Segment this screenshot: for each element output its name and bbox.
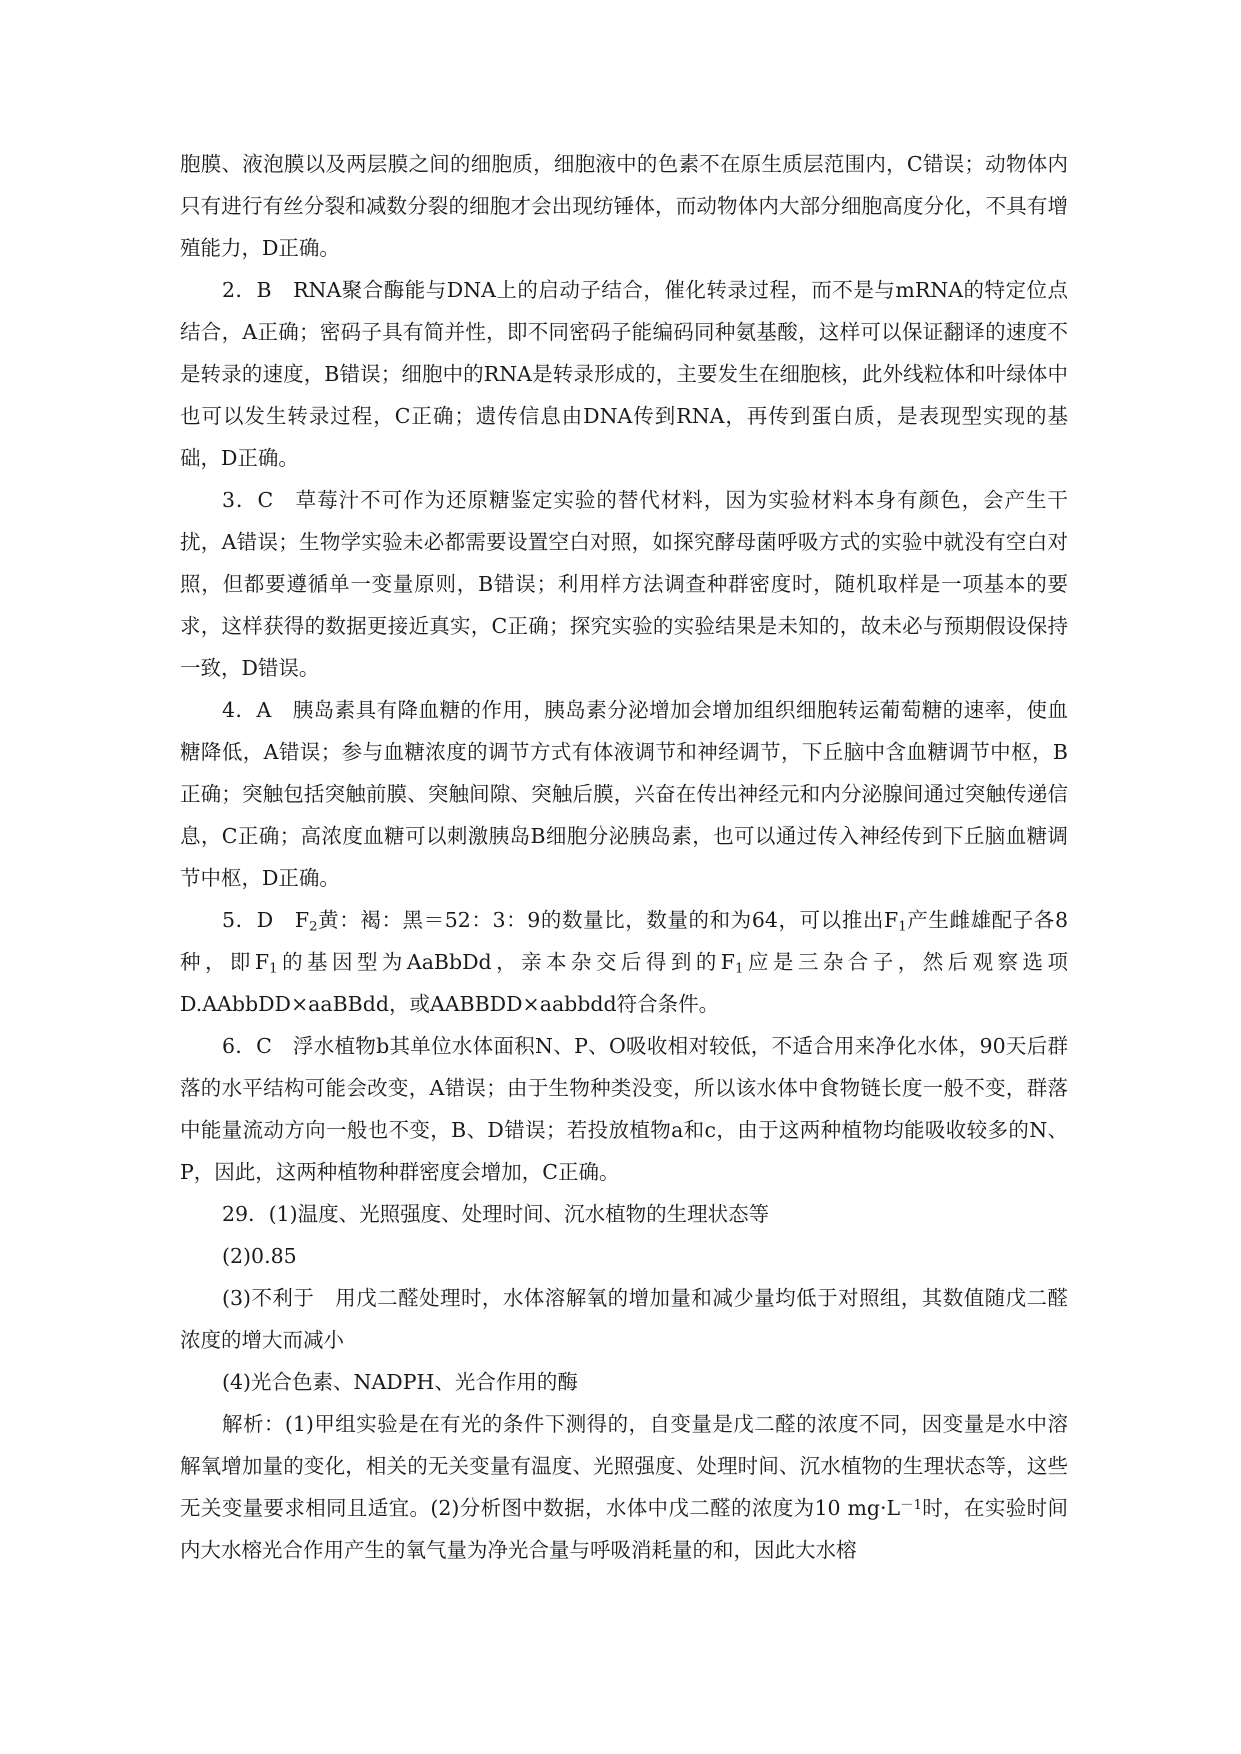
answer-5-text-b: 黄：褐：黑＝52：3：9的数量比，数量的和为64，可以推出F	[317, 908, 899, 932]
answer-2: 2．B RNA聚合酶能与DNA上的启动子结合，催化转录过程，而不是与mRNA的特定位点结合，A正确；密码子具有简并性，即不同密码子能编码同种氨基酸，这样可以保证翻译的速度不是转录的速度，B错误；细胞中的RNA是转录形成的，主要发生在细胞核，此外线粒体和叶绿体中也可以发生转录过程，C正确；遗传信息由DNA传到RNA，再传到蛋白质，是表现型实现的基础，D正确。	[180, 278, 1068, 470]
analysis-text-a: 解析：(1)甲组实验是在有光的条件下测得的，自变量是戊二醛的浓度不同，因变量是水中溶解氧增加量的变化，相关的无关变量有温度、光照强度、处理时间、沉水植物的生理状态等，这些无关变量要求相同且适宜。(2)分析图中数据，水体中戊二醛的浓度为10 mg·L	[180, 1412, 1068, 1520]
answer-5	[180, 899, 1068, 1025]
answer-5-subscript-4: 1	[735, 961, 744, 977]
analysis-paragraph	[180, 1403, 1068, 1571]
document-page	[180, 143, 1068, 1571]
answer-5-subscript-3: 1	[269, 961, 278, 977]
answer-6: 6．C 浮水植物b其单位水体面积N、P、O吸收相对较低，不适合用来净化水体，90天后群落的水平结构可能会改变，A错误；由于生物种类没变，所以该水体中食物链长度一般不变，群落中能量流动方向一般也不变，B、D错误；若投放植物a和c，由于这两种植物均能吸收较多的N、P，因此，这两种植物种群密度会增加，C正确。	[180, 1034, 1068, 1184]
answer-5-text-e: 应是三杂合子，然后观察选项D.AAbbDD×aaBBdd，或AABBDD×aabbdd符合条件。	[180, 950, 1069, 1016]
answer-29-part-1: 29．(1)温度、光照强度、处理时间、沉水植物的生理状态等	[222, 1202, 770, 1226]
answer-5-subscript-1: 2	[309, 919, 318, 935]
analysis-superscript: －1	[900, 1498, 922, 1514]
answer-4: 4．A 胰岛素具有降血糖的作用，胰岛素分泌增加会增加组织细胞转运葡萄糖的速率，使血糖降低，A错误；参与血糖浓度的调节方式有体液调节和神经调节，下丘脑中含血糖调节中枢，B正确；突触包括突触前膜、突触间隙、突触后膜，兴奋在传出神经元和内分泌腺间通过突触传递信息，C正确；高浓度血糖可以刺激胰岛B细胞分泌胰岛素，也可以通过传入神经传到下丘脑血糖调节中枢，D正确。	[180, 698, 1068, 890]
answer-29-part-3: (3)不利于 用戊二醛处理时，水体溶解氧的增加量和减少量均低于对照组，其数值随戊二醛浓度的增大而减小	[180, 1286, 1068, 1352]
answer-5-text-d: 的基因型为AaBbDd，亲本杂交后得到的F	[277, 950, 736, 974]
answer-3: 3．C 草莓汁不可作为还原糖鉴定实验的替代材料，因为实验材料本身有颜色，会产生干扰，A错误；生物学实验未必都需要设置空白对照，如探究酵母菌呼吸方式的实验中就没有空白对照，但都要遵循单一变量原则，B错误；利用样方法调查种群密度时，随机取样是一项基本的要求，这样获得的数据更接近真实，C正确；探究实验的实验结果是未知的，故未必与预期假设保持一致，D错误。	[180, 488, 1068, 680]
analysis-text-b: 时，在实验时间内大水榕光合作用产生的氧气量为净光合量与呼吸消耗量的和，因此大水榕	[180, 1496, 1068, 1562]
answer-29-part-4: (4)光合色素、NADPH、光合作用的酶	[222, 1370, 578, 1394]
answer-29-part-2: (2)0.85	[222, 1244, 297, 1268]
answer-5-subscript-2: 1	[898, 919, 907, 935]
paragraph-1-continuation: 胞膜、液泡膜以及两层膜之间的细胞质，细胞液中的色素不在原生质层范围内，C错误；动物体内只有进行有丝分裂和减数分裂的细胞才会出现纺锤体，而动物体内大部分细胞高度分化，不具有增殖能力，D正确。	[180, 152, 1068, 260]
answer-5-text-a: 5．D F	[222, 908, 310, 932]
answer-5-text-c: 产生雌雄配子各8种，即F	[180, 908, 1069, 974]
